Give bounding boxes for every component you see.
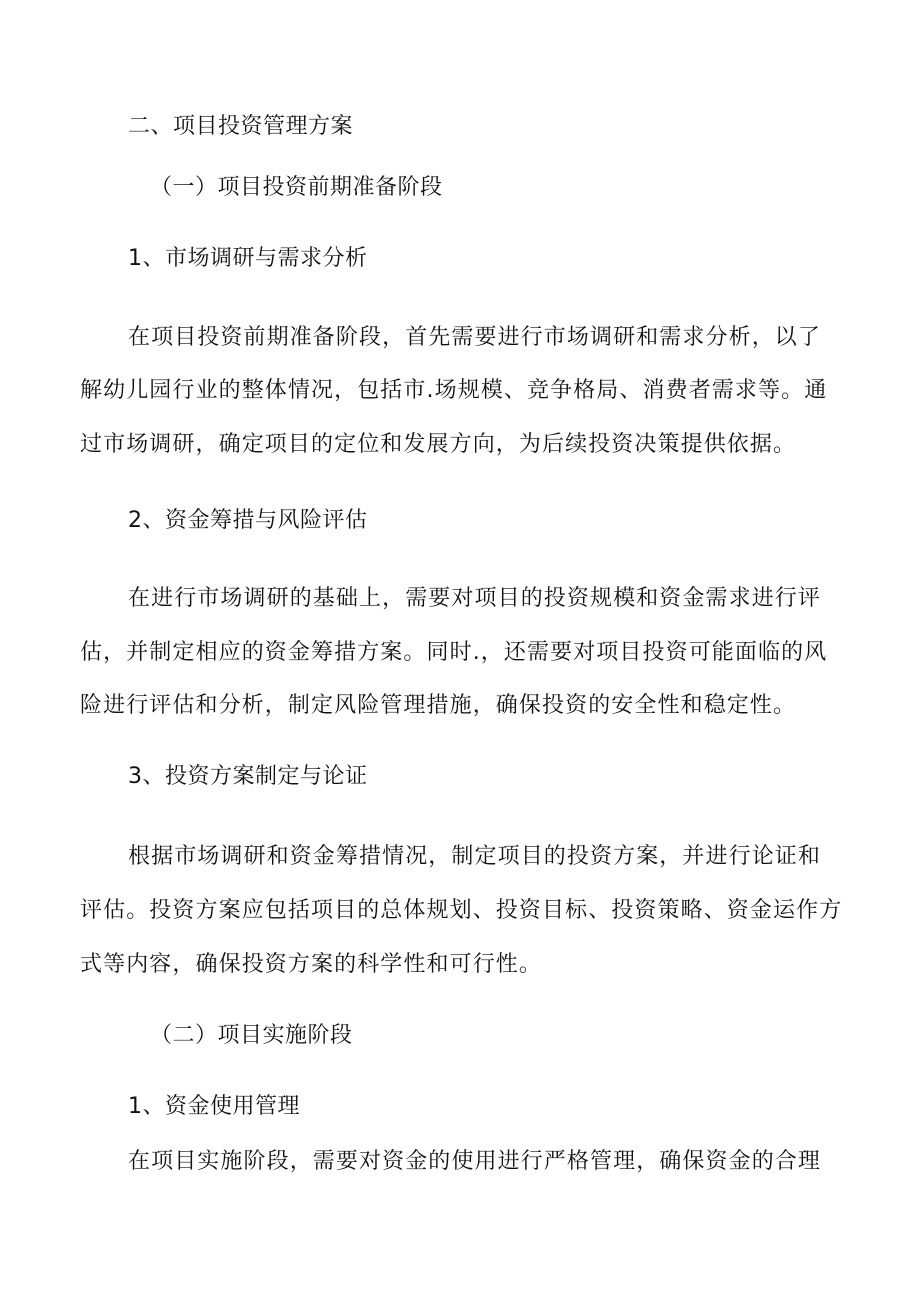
item-title: 1、资金使用管理 — [128, 1094, 300, 1119]
paragraph-line: 根据市场调研和资金筹措情况，制定项目的投资方案，并进行论证和 — [128, 844, 822, 869]
section-title: 二、项目投资管理方案 — [128, 114, 354, 139]
item-title: 3、投资方案制定与论证 — [128, 764, 368, 789]
item-title: 1、市场调研与需求分析 — [128, 246, 368, 271]
paragraph-line: 在项目投资前期准备阶段，首先需要进行市场调研和需求分析，以了 — [128, 325, 822, 350]
paragraph-line: 险进行评估和分析，制定风险管理措施，确保投资的安全性和稳定性。 — [80, 693, 797, 718]
paragraph-line: 评估。投资方案应包括项目的总体规划、投资目标、投资策略、资金运作方 — [80, 898, 843, 923]
subsection-title: （二）项目实施阶段 — [150, 1023, 353, 1048]
subsection-title: （一）项目投资前期准备阶段 — [150, 175, 443, 200]
paragraph-line: 式等内容，确保投资方案的科学性和可行性。 — [80, 952, 543, 977]
paragraph-line: 解幼儿园行业的整体情况，包括市.场规模、竞争格局、消费者需求等。通 — [80, 378, 828, 403]
paragraph-line: 估，并制定相应的资金筹措方案。同时.，还需要对项目投资可能面临的风 — [80, 640, 828, 665]
paragraph-line: 在项目实施阶段，需要对资金的使用进行严格管理，确保资金的合理 — [128, 1149, 822, 1174]
paragraph-line: 过市场调研，确定项目的定位和发展方向，为后续投资决策提供依据。 — [80, 432, 797, 457]
item-title: 2、资金筹措与风险评估 — [128, 508, 368, 533]
paragraph-line: 在进行市场调研的基础上，需要对项目的投资规模和资金需求进行评 — [128, 586, 822, 611]
